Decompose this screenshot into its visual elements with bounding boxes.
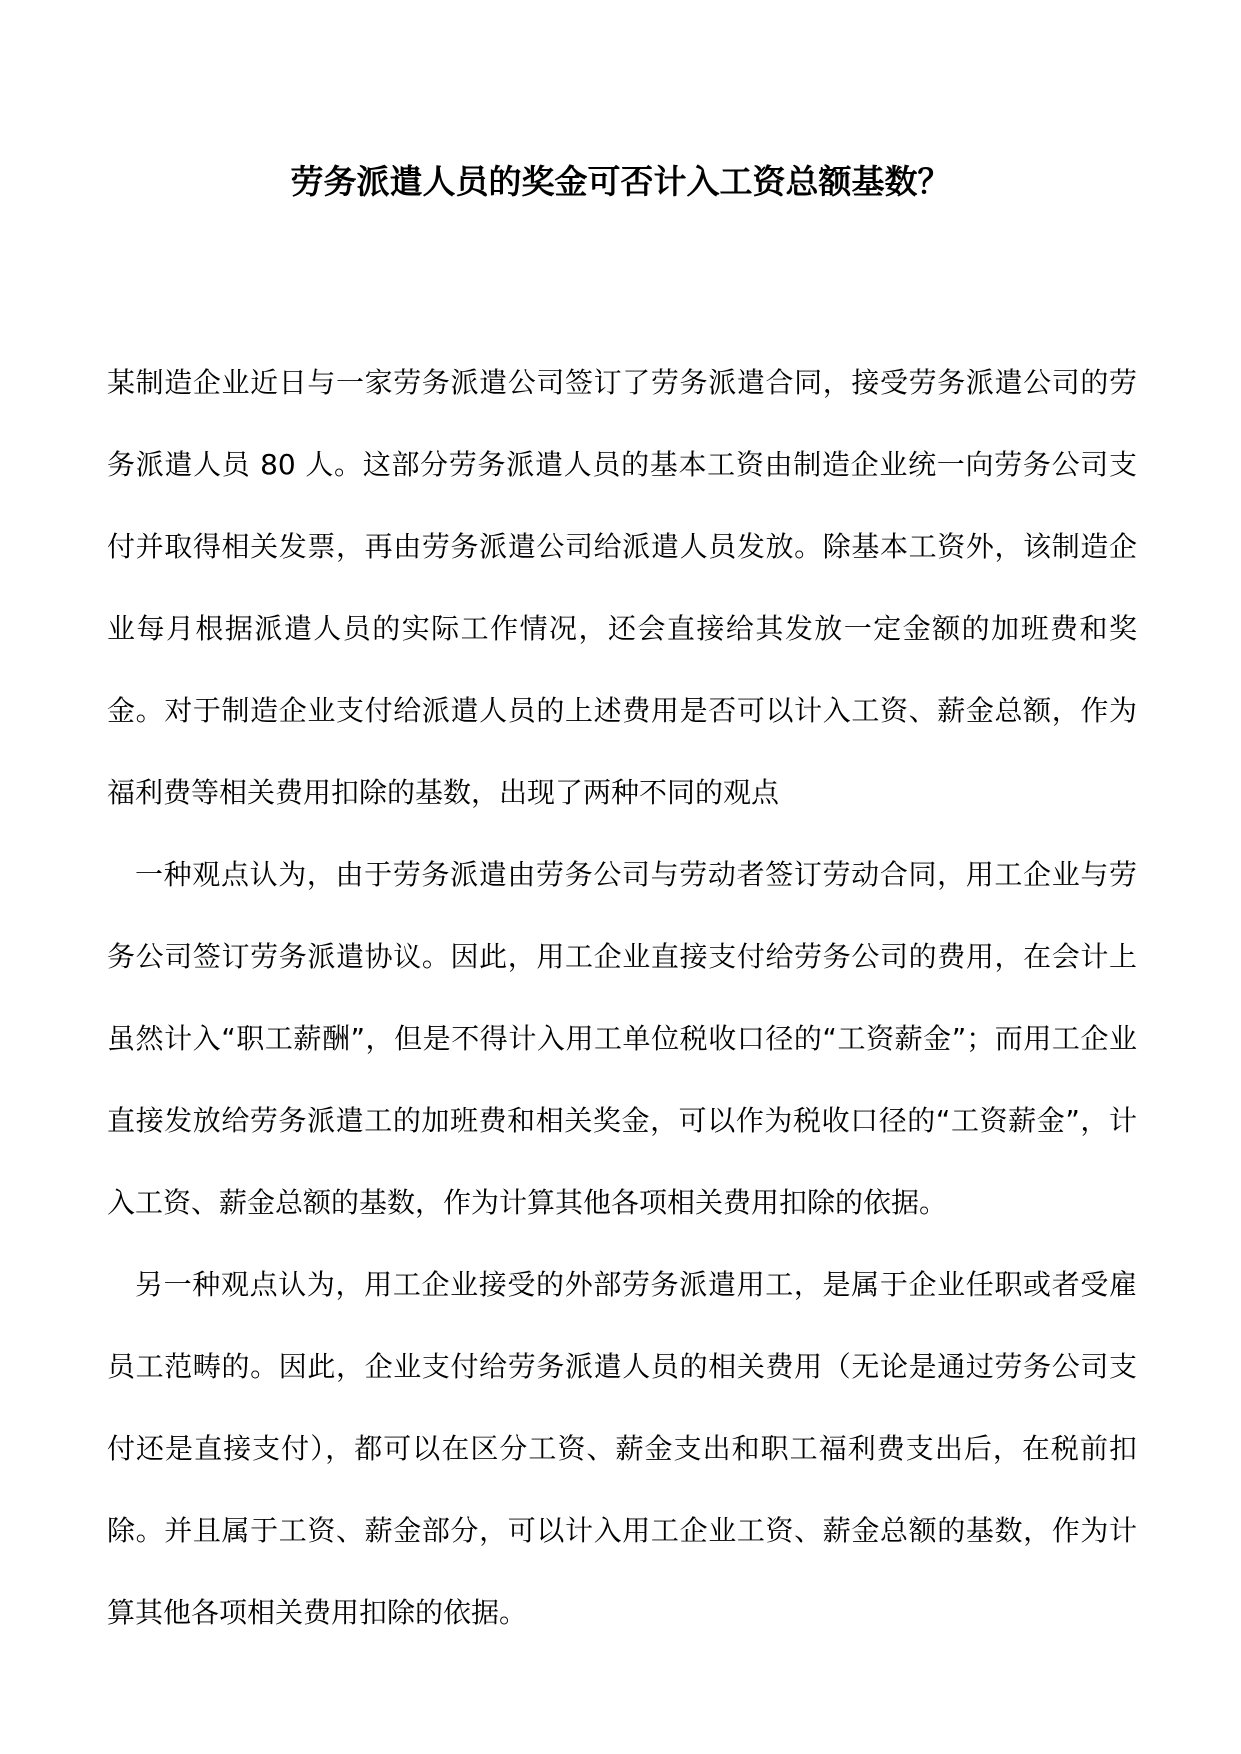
document-body <box>107 342 1137 1654</box>
document-title: 劳务派遣人员的奖金可否计入工资总额基数？ <box>290 162 951 201</box>
paragraph-second-viewpoint: 另一种观点认为，用工企业接受的外部劳务派遣用工，是属于企业任职或者受雇员工范畴的。因此，企业支付给劳务派遣人员的相关费用（无论是通过劳务公司支付还是直接支付），都可以在区分工资、薪金支出和职工福利费支出后，在税前扣除。并且属于工资、薪金部分，可以计入用工企业工资、薪金总额的基数，作为计算其他各项相关费用扣除的依据。 <box>107 1268 1137 1629</box>
paragraph-case-description: 某制造企业近日与一家劳务派遣公司签订了劳务派遣合同，接受劳务派遣公司的劳务派遣人员 80 人。这部分劳务派遣人员的基本工资由制造企业统一向劳务公司支付并取得相关发票，再由劳务派遣公司给派遣人员发放。除基本工资外，该制造企业每月根据派遣人员的实际工作情况，还会直接给其发放一定金额的加班费和奖金。对于制造企业支付给派遣人员的上述费用是否可以计入工资、薪金总额，作为福利费等相关费用扣除的基数，出现了两种不同的观点 <box>107 366 1137 809</box>
paragraph-first-viewpoint: 一种观点认为，由于劳务派遣由劳务公司与劳动者签订劳动合同，用工企业与劳务公司签订劳务派遣协议。因此，用工企业直接支付给劳务公司的费用，在会计上虽然计入“职工薪酬”，但是不得计入用工单位税收口径的“工资薪金”；而用工企业直接发放给劳务派遣工的加班费和相关奖金，可以作为税收口径的“工资薪金”，计入工资、薪金总额的基数，作为计算其他各项相关费用扣除的依据。 <box>107 858 1137 1219</box>
